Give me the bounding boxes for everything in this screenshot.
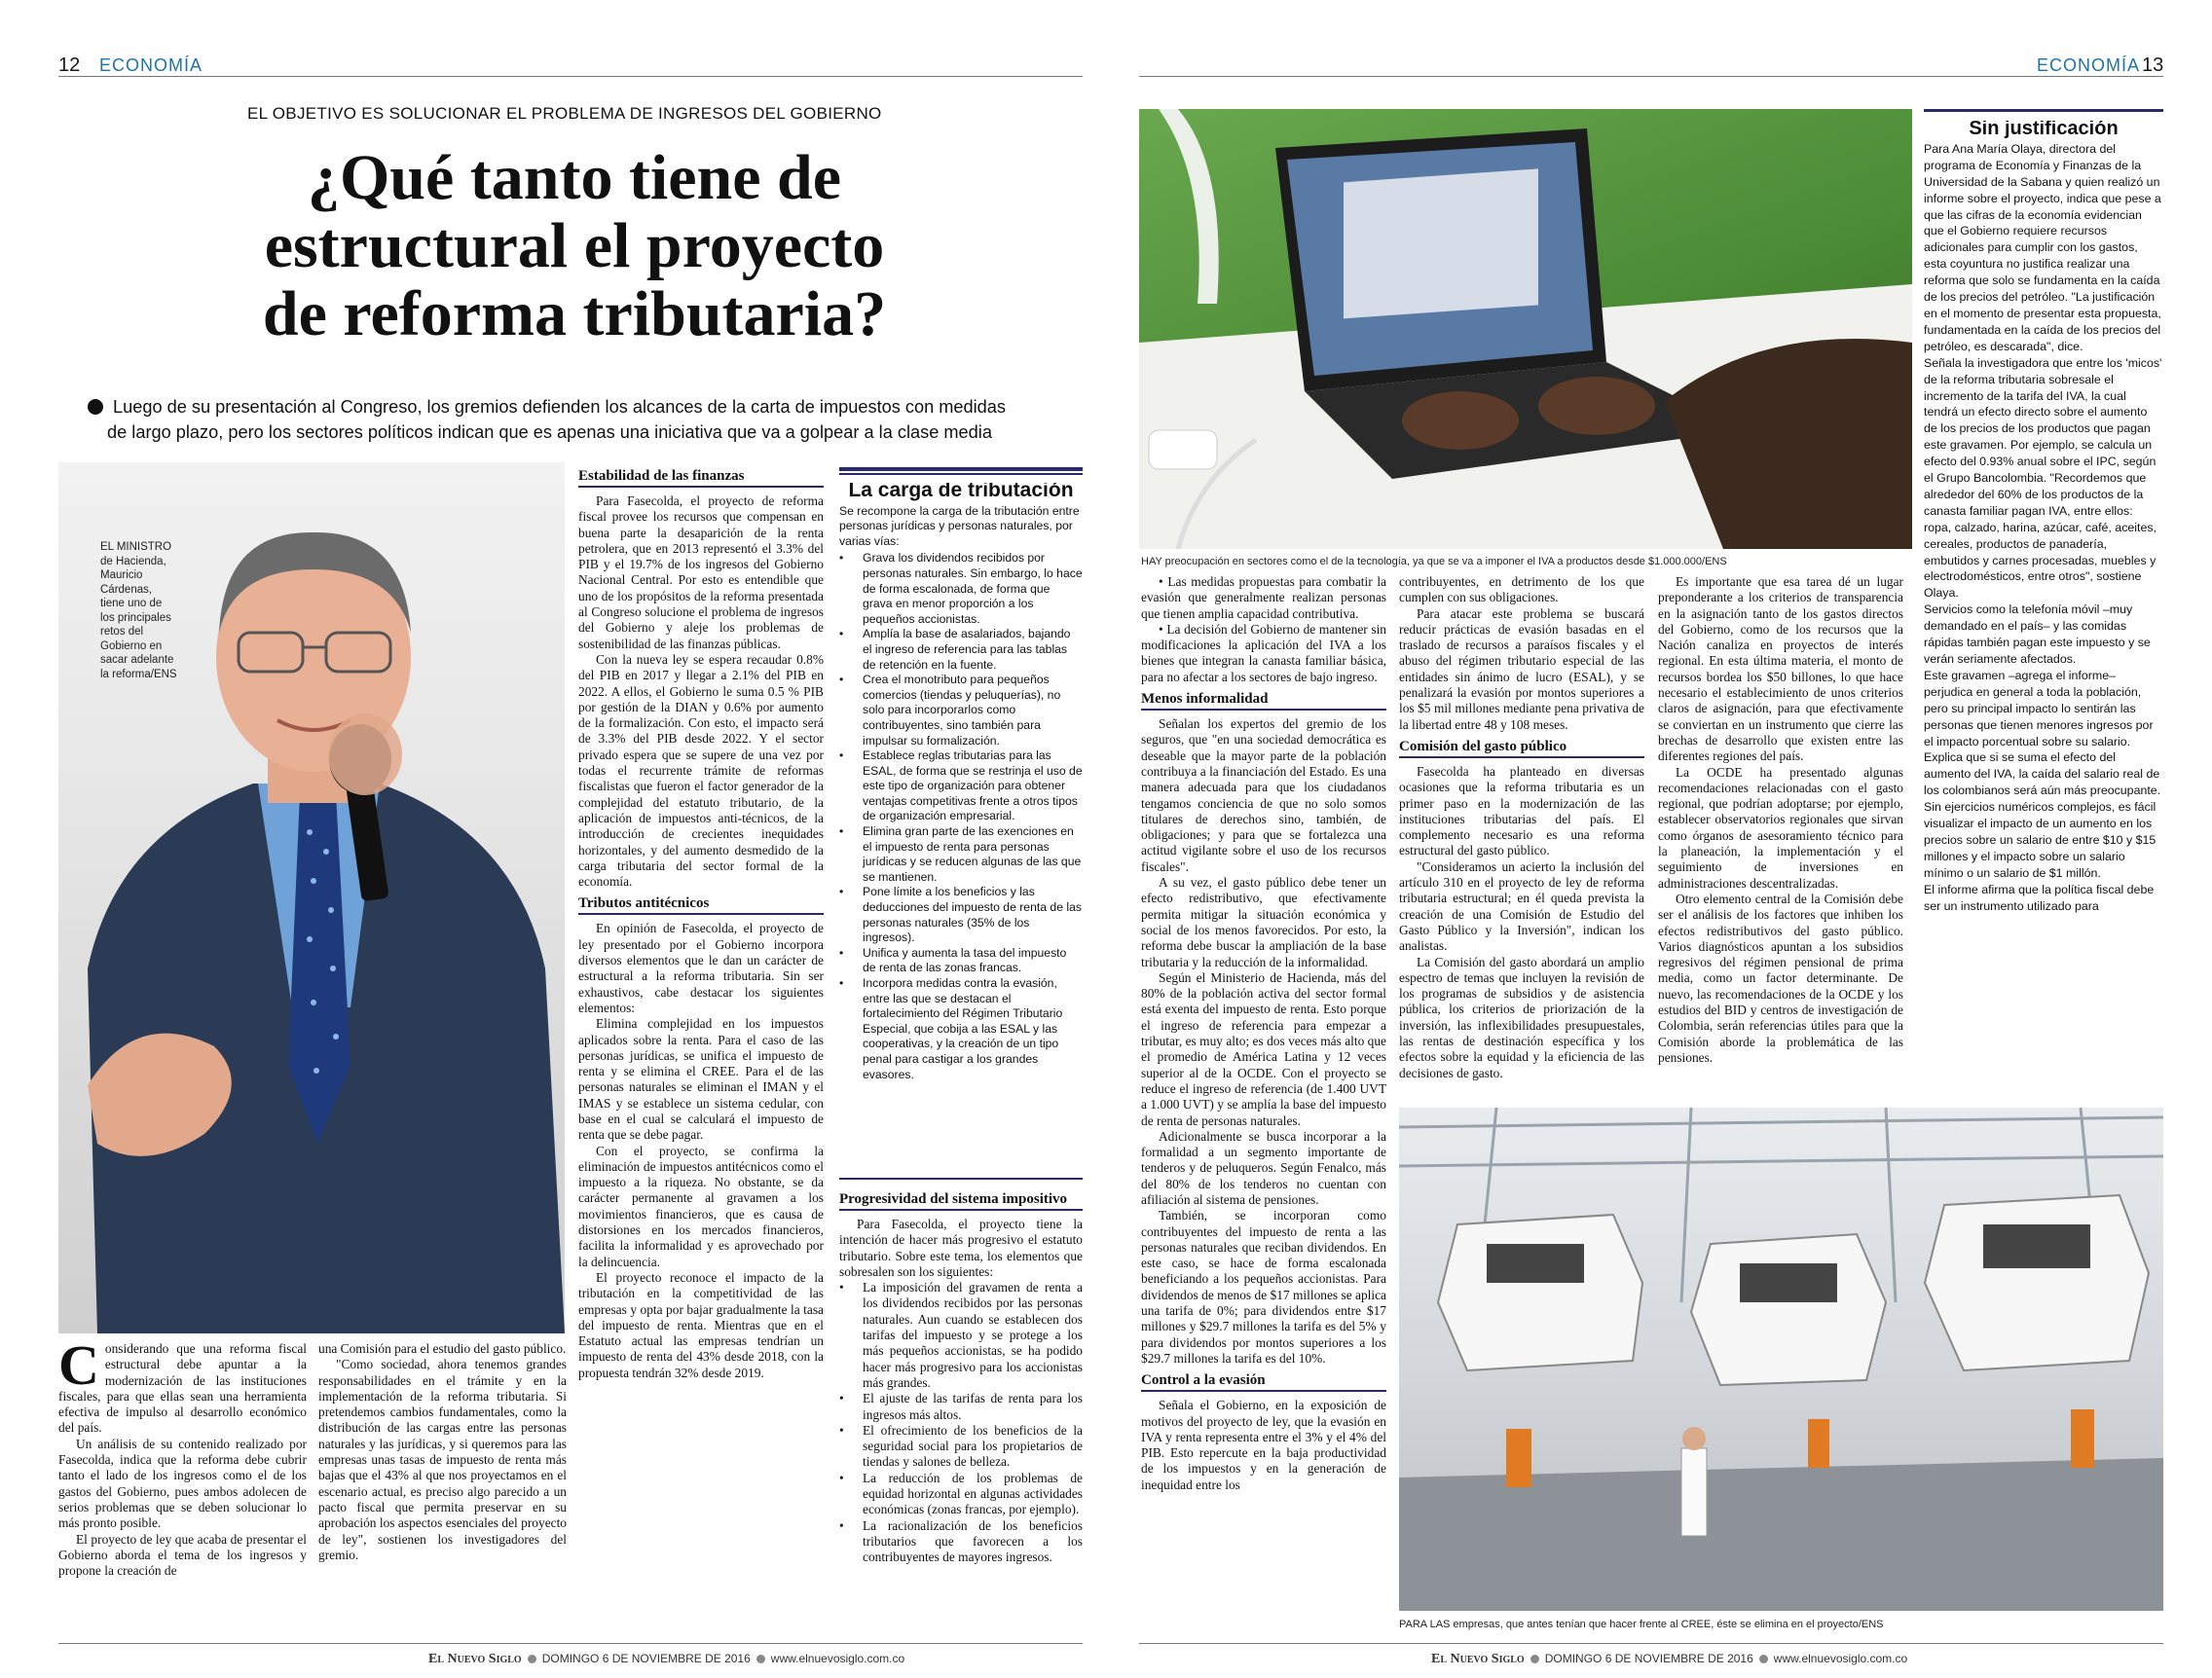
laptop-photo (1139, 109, 1912, 549)
progresividad-bullet-item-text: La racionalización de los beneficios tributarios que favorecen a los contribuyentes de mayores ingresos. (863, 1517, 1083, 1565)
deck-line-2: de largo plazo, pero los sectores políticos indican que es apenas una iniciativa que va a golpear a la clase media (107, 422, 992, 442)
tributos-paragraph-1: En opinión de Fasecolda, el proyecto de ley presentado por el Gobierno incorpora diversos elementos que le dan un carácter de estructural a la reforma tributaria. Sin ser exhaustivos, cabe destacar los siguientes elementos: (578, 921, 824, 1015)
sidebar-paragraph-4: Este gravamen –agrega el informe– perjudica en general a toda la población, pero su principal impacto lo sentirán las personas que tienen menores ingresos por el impacto porcentual sobre su salario. (1924, 668, 2154, 748)
col2-paragraph-1: una Comisión para el estudio del gasto público. (318, 1341, 567, 1356)
bullet-icon: • (839, 1422, 844, 1438)
top-rule-left (58, 76, 1083, 77)
footer-date-right: DOMINGO 6 DE NOVIEMBRE DE 2016 (1544, 1652, 1753, 1665)
box-top-rule-thin (839, 473, 1083, 475)
progresividad-column (839, 1186, 1083, 1633)
c2-paragraph-1: contribuyentes, en detrimento de los que cumplen con sus obligaciones. (1399, 574, 1644, 605)
c1-paragraph-3: Señalan los expertos del gremio de los seguros, que "en una sociedad democrática es deseable que la mayor parte de la población contribuya a la financiación del Estado. Es una manera adecuada para que los ciudadanos tengamos conciencia de que no solo somos titulares de derechos sino, también, de obligaciones; y para que se fortalezca una actitud vigilante sobre el uso de los recursos fiscales". (1141, 716, 1386, 874)
factory-photo-caption: PARA LAS empresas, que antes tenían que hacer frente al CREE, éste se elimina en el proyecto/ENS (1399, 1619, 1884, 1630)
headline-line-3: de reforma tributaria? (262, 278, 887, 349)
c1-paragraph-7: También, se incorporan como contribuyentes del impuesto de renta a las personas naturales que reciban dividendos. En este caso, se hace de forma escalonada beneficiando a los pequeños accionistas. Para dividendos de menos de $17 millones se aplica una tarifa de 0%; para dividendos entre $17 millones y $29.7 millones la tarifa es del 5% y para dividendos por montos superiores a los $29.7 millones la tarifa es del 10%. (1141, 1208, 1386, 1366)
box-bullet-item-text: Crea el monotributo para pequeños comercios (tiendas y peluquerías), no solo para incorporarlos como contribuyentes, sino también para impulsar su formalización. (863, 673, 1061, 748)
progresividad-bullet-item-text: La reducción de los problemas de equidad horizontal en algunas actividades económicas (zonas francas, por ejemplo). (863, 1470, 1083, 1517)
progresividad-bullet-item (839, 1423, 1083, 1471)
bullet-dot-icon (88, 399, 103, 415)
c2-paragraph-3: Fasecolda ha planteado en diversas ocasiones que la reforma tributaria es un primer paso en la modernización de las instituciones tributarias del país. El complemento necesario es una reforma estructural del gasto público. (1399, 763, 1644, 858)
box-bullet-item-text: Pone límite a los beneficios y las deducciones del impuesto de renta de las personas naturales (35% de los ingresos). (863, 885, 1082, 945)
minister-photo-caption: EL MINISTRO de Hacienda, Mauricio Cárdenas, tiene uno de los principales retos del Gobierno en sacar adelante la reforma/ENS (100, 541, 177, 680)
headline-line-1: ¿Qué tanto tiene de (307, 142, 842, 213)
laptop-illustration (1139, 109, 1912, 549)
c2-paragraph-2: Para atacar este problema se buscará reducir prácticas de evasión basadas en el traslado de recursos a paraísos fiscales y el abuso del régimen tributario especial de las entidades sin ánimo de lucro (ESAL), y se penalizará la evasión por montos superiores a los $5 mil millones mediante pena privativa de la libertad entre 48 y 108 meses. (1399, 605, 1644, 732)
kicker: EL OBJETIVO ES SOLUCIONAR EL PROBLEMA DE INGRESOS DEL GOBIERNO (247, 104, 882, 123)
footer-url-right: www.elnuevosiglo.com.co (1773, 1652, 1908, 1665)
progresividad-bullet-item (839, 1280, 1083, 1391)
box-bullet-item (839, 946, 1083, 976)
bullet-icon: • (839, 551, 844, 565)
tributos-paragraph-2: Elimina complejidad en los impuestos aplicados sobre la renta. Para el caso de las personas jurídicas, se unifica el impuesto de renta y se elimina el CREE. Para el de las personas naturales se eliminan el IMAN y el IMAS y se establece un sistema cedular, con base en el cual se calculará el impuesto de renta que se debe pagar. (578, 1016, 824, 1143)
footer-dot-icon (1530, 1655, 1539, 1663)
box-bullet-item (839, 673, 1083, 748)
top-rule-right (1139, 76, 2163, 77)
page-number-left: 12 (58, 55, 81, 76)
box-bullet-item (839, 748, 1083, 824)
progresividad-bullet-item-text: El ajuste de las tarifas de renta para los ingresos más altos. (863, 1391, 1083, 1422)
sidebar-paragraph-1: Para Ana María Olaya, directora del programa de Economía y Finanzas de la Universidad de la Sabana y quien realizó un informe sobre el proyecto, indica que pese a que las cifras de la economía evidencian que el Gobierno requiere recursos adicionales para cumplir con los gastos, esta coyuntura no justifica realizar una reforma que solo se fundamenta en la caída de los precios del petróleo. "La justificación en el momento de presentar esta propuesta, fundamentada en la caída de los precios del petróleo, es descarada", dice. (1924, 141, 2161, 353)
footer-brand-left: El Nuevo Siglo (428, 1652, 522, 1666)
dropcap: C (58, 1341, 99, 1397)
sidebar-top-rule (1924, 109, 2163, 112)
c3-paragraph-2: La OCDE ha presentado algunas recomendaciones relacionadas con el gasto regional, que podrían adoptarse; por ejemplo, establecer observatorios regionales que sirvan como órganos de asesoramiento técnico para la planeación, la implementación y el seguimiento de inversiones en administraciones descentralizadas. (1658, 764, 1903, 891)
box-bottom-rule (839, 1178, 1083, 1180)
bullet-icon: • (839, 945, 844, 960)
headline-line-2: estructural el proyecto (264, 210, 885, 281)
box-bullet-item (839, 824, 1083, 885)
footer-dot-icon (756, 1655, 765, 1663)
factory-illustration (1399, 1108, 2163, 1611)
lead-paragraph-2: Un análisis de su contenido realizado por Fasecolda, indica que la reforma debe cubrir tanto el lado de los ingresos como el de los gastos del Gobierno, pues ambos adolecen de serios problemas que se deben solucionar lo más pronto posible. (58, 1436, 307, 1531)
sidebar-paragraph-6: El informe afirma que la política fiscal debe ser un instrumento utilizado para (1924, 882, 2155, 913)
sidebar-paragraph-5: Explica que si se suma el efecto del aumento del IVA, la caída del salario real de los colombianos será aún más preocupante. Sin ejercicios numéricos complejos, es fácil visualizar el impacto de un aumento en los precios sobre un salario de entre $10 y $15 millones y el impacto sobre un salario mínimo o un salario de $1 millón. (1924, 750, 2161, 880)
box-intro: Se recompone la carga de la tributación entre personas jurídicas y personas naturales, por varias vías: (839, 503, 1080, 548)
lead-column-2 (318, 1341, 567, 1633)
lead-paragraph-1: onsiderando que una reforma fiscal estructural debe apuntar a la modernización de las instituciones fiscales, para que ellas sean una herramienta efectiva de impulso al desarrollo económico del país. (58, 1341, 307, 1436)
right-column-1 (1141, 574, 1386, 1635)
footer-dot-icon (1759, 1655, 1768, 1663)
progresividad-bullet-item-text: El ofrecimiento de los beneficios de la seguridad social para los propietarios de tiendas y salones de belleza. (863, 1422, 1083, 1470)
section-label-left: ECONOMÍA (99, 55, 203, 75)
page-number-right: 13 (2142, 55, 2164, 76)
sidebar-paragraph-3: Servicios como la telefonía móvil –muy demandado en el país– y las comidas rápidas también pagan este impuesto y se verán seriamente afectados. (1924, 602, 2151, 666)
box-bullet-item-text: Establece reglas tributarias para las ESAL, de forma que se restrinja el uso de este tipo de organización para obtener ventajas competitivas frente a otros tipos de organización empresarial. (863, 748, 1083, 823)
c1-paragraph-6: Adicionalmente se busca incorporar a la formalidad a un segmento importante de tenderos y de peluqueros. Según Fenalco, más del 80% de los tenderos no cuentan con afiliación al sistema de pensiones. (1141, 1128, 1386, 1207)
c1-paragraph-4: A su vez, el gasto público debe tener un efecto redistributivo, que efectivamente permita mitigar la situación económica y social de los menos favorecidos. Por esto, la reforma debe buscar la ampliación de la base tributaria y la reducción de la informalidad. (1141, 875, 1386, 969)
sidebar-paragraph-2: Señala la investigadora que entre los 'micos' de la reforma tributaria sobresale el incremento de la tarifa del IVA, la cual tendrá un efecto directo sobre el aumento de los precios de los productos que pagan este gravamen. Por ejemplo, se calcula un efecto del 0.93% anual sobre el IPC, según el Grupo Bancolombia. "Recordemos que alrededor del 60% de los productos de la canasta familiar pagan IVA, entre ellos: ropa, calzado, harina, azúcar, café, aceites, cereales, productos de panadería, embutidos y carnes procesadas, muebles y electrodomésticos, entre otros", sostiene Olaya. (1924, 355, 2162, 601)
bullet-icon: • (839, 885, 844, 899)
deck (88, 394, 1081, 445)
factory-photo (1399, 1108, 2163, 1611)
progresividad-bullet-item-text: La imposición del gravamen de renta a los dividendos recibidos por las personas naturales. Aun cuando se establecen dos tarifas del impuesto y se protege a los más pequeños accionistas, se ha podido hacer más progresivo para los accionistas más grandes. (863, 1280, 1083, 1390)
footer-url-left: www.elnuevosiglo.com.co (770, 1652, 905, 1665)
tributos-paragraph-4: El proyecto reconoce el impacto de la tributación en la competitividad de las empresas y opta por bajar gradualmente la tasa del impuesto de renta. Mientras que en el Estatuto actual las empresas tendrían un impuesto de renta del 43% desde 2018, con la propuesta tendrán 32% desde 2019. (578, 1269, 824, 1380)
box-bullet-item-text: Incorpora medidas contra la evasión, entre las que se destacan el fortalecimiento del Régimen Tributario Especial, que cobija a las ESAL y las cooperativas, y la creación de un tipo penal para castigar a los grandes evasores. (863, 976, 1063, 1081)
subhead-comision: Comisión del gasto público (1399, 739, 1644, 758)
laptop-photo-caption: HAY preocupación en sectores como el de la tecnología, ya que se va a imponer el IVA a productos desde $1.000.000/ENS (1141, 556, 1727, 567)
box-bullet-list (839, 551, 1083, 1082)
section-label-right: ECONOMÍA (2037, 55, 2141, 75)
c3-paragraph-1: Es importante que esa tarea dé un lugar preponderante a los criterios de transparencia en la asignación tanto de los gastos directos del Gobierno, como de los recursos que la Nación canaliza en proyectos de interés regional. En esta última materia, el monto de recursos bordea los $50 billones, lo que hace necesario el establecimiento de unos criterios claros de asignación, para que efectivamente se conviertan en un instrumento que cierre las brechas de desarrollo que existen entre las diferentes regiones del país. (1658, 574, 1903, 764)
box-bullet-item (839, 627, 1083, 673)
right-column-2 (1399, 574, 1644, 1100)
headline (97, 144, 1051, 348)
progresividad-bullet-item (839, 1471, 1083, 1518)
box-top-rule (839, 467, 1083, 471)
bullet-icon: • (839, 748, 844, 763)
subhead-control-evasion: Control a la evasión (1141, 1372, 1386, 1392)
lead-paragraph-3: El proyecto de ley que acaba de presentar el Gobierno aborda el tema de los ingresos y propone la creación de (58, 1531, 307, 1579)
c1-paragraph-1: • Las medidas propuestas para combatir la evasión que generalmente realizan personas que tienen amplia capacidad contributiva. (1141, 574, 1386, 621)
footer-right (1431, 1652, 1907, 1667)
estabilidad-paragraph-1: Para Fasecolda, el proyecto de reforma fiscal provee los recursos que compensan en buena parte la desaparición de la renta petrolera, que en 2013 representó el 3.3% del PIB y el 19.7% de los ingresos del Gobierno Nacional Central. Por esto es entendible que uno de los propósitos de la reforma presentada al Congreso solucione el problema de ingresos del Gobierno y aleje los problemas de sostenibilidad de las finanzas públicas. (578, 493, 824, 651)
bullet-icon: • (839, 627, 844, 641)
box-bullet-item (839, 551, 1083, 627)
progresividad-bullet-item (839, 1391, 1083, 1423)
bottom-rule-left (58, 1643, 1083, 1644)
tax-burden-box (839, 483, 1083, 1164)
progresividad-bullet-list (839, 1280, 1083, 1565)
box-bullet-item-text: Amplía la base de asalariados, bajando el ingreso de referencia para las tablas de retención en la fuente. (863, 627, 1071, 672)
subhead-menos-informalidad: Menos informalidad (1141, 691, 1386, 711)
subhead-tributos: Tributos antitécnicos (578, 895, 824, 915)
col2-paragraph-2: "Como sociedad, ahora tenemos grandes responsabilidades en el trámite y en la implementación de la reforma tributaria. Si pretendemos cambios fundamentales, como la distribución de las cargas entre las personas naturales y las jurídicas, y si queremos para las empresas unas tasas de impuesto de renta más bajas que el 43% al que nos proyectamos en el escenario actual, es preciso algo parecido a un pacto fiscal que permita preservar en su aprobación los aspectos esenciales del proyecto de ley", sostienen los investigadores del gremio. (318, 1357, 567, 1562)
footer-left (428, 1652, 904, 1667)
progresividad-bullet-item (839, 1518, 1083, 1566)
progresividad-paragraph-1: Para Fasecolda, el proyecto tiene la intención de hacer más progresivo el estatuto tributario. Sobre este tema, los elementos que sobresalen son los siguientes: (839, 1217, 1083, 1279)
sin-justificacion-sidebar (1924, 121, 2163, 1094)
c2-paragraph-5: La Comisión del gasto abordará un amplio espectro de temas que incluyen la revisión de los programas de subsidios y de asistencia pública, los criterios de priorización de la inversión, las inflexibilidades presupuestales, las rentas de destinación específica y los efectos sobre la equidad y la eficiencia de las decisiones de gasto. (1399, 954, 1644, 1080)
box-bullet-item-text: Grava los dividendos recibidos por personas naturales. Sin embargo, lo hace de forma escalonada, de forma que grava en menor proporción a los pequeños accionistas. (863, 551, 1083, 626)
main-article-column (578, 462, 824, 1635)
footer-dot-icon (528, 1655, 536, 1663)
deck-line-1: Luego de su presentación al Congreso, los gremios defienden los alcances de la carta de impuestos con medidas (113, 397, 1007, 417)
bullet-icon: • (839, 1280, 844, 1295)
bullet-icon: • (839, 1391, 844, 1406)
sidebar-title: Sin justificación (1969, 121, 2119, 139)
bottom-rule-right (1139, 1643, 2163, 1644)
right-column-3 (1658, 574, 1903, 1100)
estabilidad-paragraph-2: Con la nueva ley se espera recaudar 0.8% del PIB en 2017 y llegar a 2.1% del PIB en 2022. A ellos, el Gobierno le suma 0.5 % PIB por gestión de la DIAN y 0.6% por aumento de la formalización. Con esto, el impacto será de 3.3% del PIB desde 2022. Y el sector privado espera que se supere de una vez por todas el recurrente trámite de reformas fiscalistas que fueron el factor generador de la complejidad del estatuto tributario, de la aplicación de impuestos anti-técnicos, de la introducción de crecientes inequidades horizontales, y del aumento desmedido de la carga tributaria del sector formal de la economía. (578, 651, 824, 890)
c3-paragraph-3: Otro elemento central de la Comisión debe ser el análisis de los factores que inhiben los efectos redistributivos del gasto público. Varios diagnósticos apuntan a los subsidios regresivos del régimen pensional de prima media, como un factor determinante. De nuevo, las recomendaciones de la OCDE y los estudios del BID y centros de investigación de Colombia, serán referencias útiles para que la Comisión aborde la problemática de las pensiones. (1658, 891, 1903, 1065)
box-bullet-item-text: Unifica y aumenta la tasa del impuesto de renta de las zonas francas. (863, 945, 1067, 975)
c1-paragraph-2: • La decisión del Gobierno de mantener sin modificaciones la aplicación del IVA a los bienes que integran la canasta familiar básica, para no afectar a los sectores de bajo ingreso. (1141, 621, 1386, 684)
lead-column-1 (58, 1341, 307, 1633)
c1-paragraph-8: Señala el Gobierno, en la exposición de motivos del proyecto de ley, que la evasión en IVA y renta representa entre el 3% y el 4% del PIB. Esto repercute en la baja productividad de los impuestos y en la generación de inequidad entre los (1141, 1398, 1386, 1492)
bullet-icon: • (839, 1517, 844, 1533)
box-title: La carga de tributación (848, 483, 1074, 501)
bullet-icon: • (839, 673, 844, 687)
box-bullet-item-text: Elimina gran parte de las exenciones en el impuesto de renta para personas jurídicas y se reducen algunas de las que se mantienen. (863, 824, 1082, 884)
bullet-icon: • (839, 976, 844, 990)
subhead-estabilidad: Estabilidad de las finanzas (578, 468, 824, 488)
c1-paragraph-5: Según el Ministerio de Hacienda, más del 80% de la población activa del sector formal está exenta del impuesto de renta. Esto porque el ingreso de referencia para empezar a tributar, es muy alto; es dos veces más alto que el promedio de América Latina y 12 veces superior al de la OCDE. Con el proyecto se reduce el ingreso de referencia (de 1.400 UVT a 1.000 UVT) y se amplía la base del impuesto de renta de personas naturales. (1141, 969, 1386, 1128)
footer-date-left: DOMINGO 6 DE NOVIEMBRE DE 2016 (541, 1652, 751, 1665)
box-bullet-item (839, 976, 1083, 1082)
footer-brand-right: El Nuevo Siglo (1431, 1652, 1525, 1666)
c2-paragraph-4: "Consideramos un acierto la inclusión del artículo 310 en el proyecto de ley de reforma tributaria estructural; en él queda prevista la creación de una Comisión de Estudio del Gasto Público y la Inversión", indican los analistas. (1399, 858, 1644, 954)
subhead-progresividad: Progresividad del sistema impositivo (839, 1191, 1083, 1211)
bullet-icon: • (839, 824, 844, 839)
box-bullet-item (839, 885, 1083, 945)
bullet-icon: • (839, 1470, 844, 1485)
tributos-paragraph-3: Con el proyecto, se confirma la eliminación de impuestos antitécnicos como el impuesto a la riqueza. No obstante, se da carácter permanente al gravamen a los movimientos financieros, que es causa de distorsiones en los mercados financieros, facilita la informalidad y es aprovechado por la delincuencia. (578, 1143, 824, 1269)
